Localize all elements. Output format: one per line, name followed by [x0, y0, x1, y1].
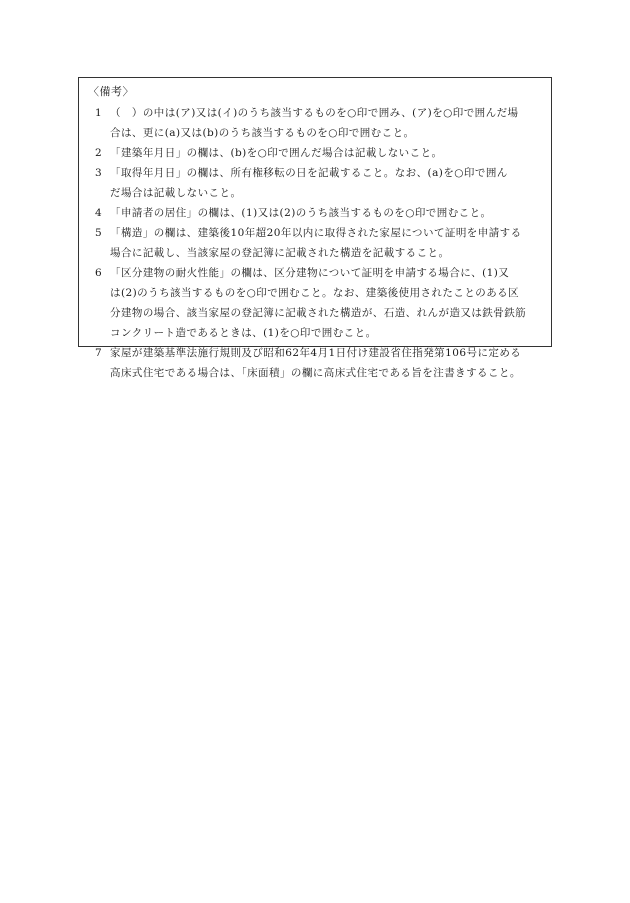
note-number: 4	[95, 207, 103, 219]
note-text-line: 「取得年月日」の欄は、所有権移転の日を記載すること。なお、(a)を○印で囲ん	[110, 167, 508, 179]
notes-heading: 〈備考〉	[88, 85, 134, 98]
note-text-line: 分建物の場合、該当家屋の登記簿に記載された構造が、石造、れんが造又は鉄骨鉄筋	[110, 307, 527, 319]
note-text-line: 「構造」の欄は、建築後10年超20年以内に取得された家屋について証明を申請する	[110, 227, 522, 239]
note-text-line: 家屋が建築基準法施行規則及び昭和62年4月1日付け建設省住指発第106号に定める	[110, 347, 522, 359]
note-item-6	[88, 263, 545, 343]
note-item-2	[88, 143, 545, 163]
note-number: 3	[95, 167, 103, 179]
note-text-line: 「区分建物の耐火性能」の欄は、区分建物について証明を申請する場合に、(1)又	[110, 267, 510, 279]
note-item-7	[88, 343, 545, 383]
note-item-5	[88, 223, 545, 263]
note-text-line: コンクリート造であるときは、(1)を○印で囲むこと。	[110, 327, 377, 339]
note-number: 5	[95, 227, 103, 239]
note-text-line: は(2)のうち該当するものを○印で囲むこと。なお、建築後使用されたことのある区	[110, 287, 520, 299]
note-item-1	[88, 103, 545, 143]
note-text-line: だ場合は記載しないこと。	[110, 187, 242, 199]
note-text-line: 「建築年月日」の欄は、(b)を○印で囲んだ場合は記載しないこと。	[110, 147, 443, 159]
note-number: 2	[95, 147, 103, 159]
note-item-4	[88, 203, 545, 223]
note-text-line: 「申請者の居住」の欄は、(1)又は(2)のうち該当するものを○印で囲むこと。	[110, 207, 492, 219]
notes-box	[78, 77, 552, 379]
note-number: 6	[95, 267, 103, 279]
note-item-3	[88, 163, 545, 203]
note-text-line: 合は、更に(a)又は(b)のうち該当するものを○印で囲むこと。	[110, 127, 415, 139]
note-text-line: 場合に記載し、当該家屋の登記簿に記載された構造を記載すること。	[110, 247, 450, 259]
note-number: 7	[95, 347, 103, 359]
note-number: 1	[95, 107, 103, 119]
note-text-line: 高床式住宅である場合は、「床面積」の欄に高床式住宅である旨を注書きすること。	[110, 367, 521, 379]
note-text-line: （ ）の中は(ア)又は(イ)のうち該当するものを○印で囲み、(ア)を○印で囲んだ場	[110, 107, 519, 119]
